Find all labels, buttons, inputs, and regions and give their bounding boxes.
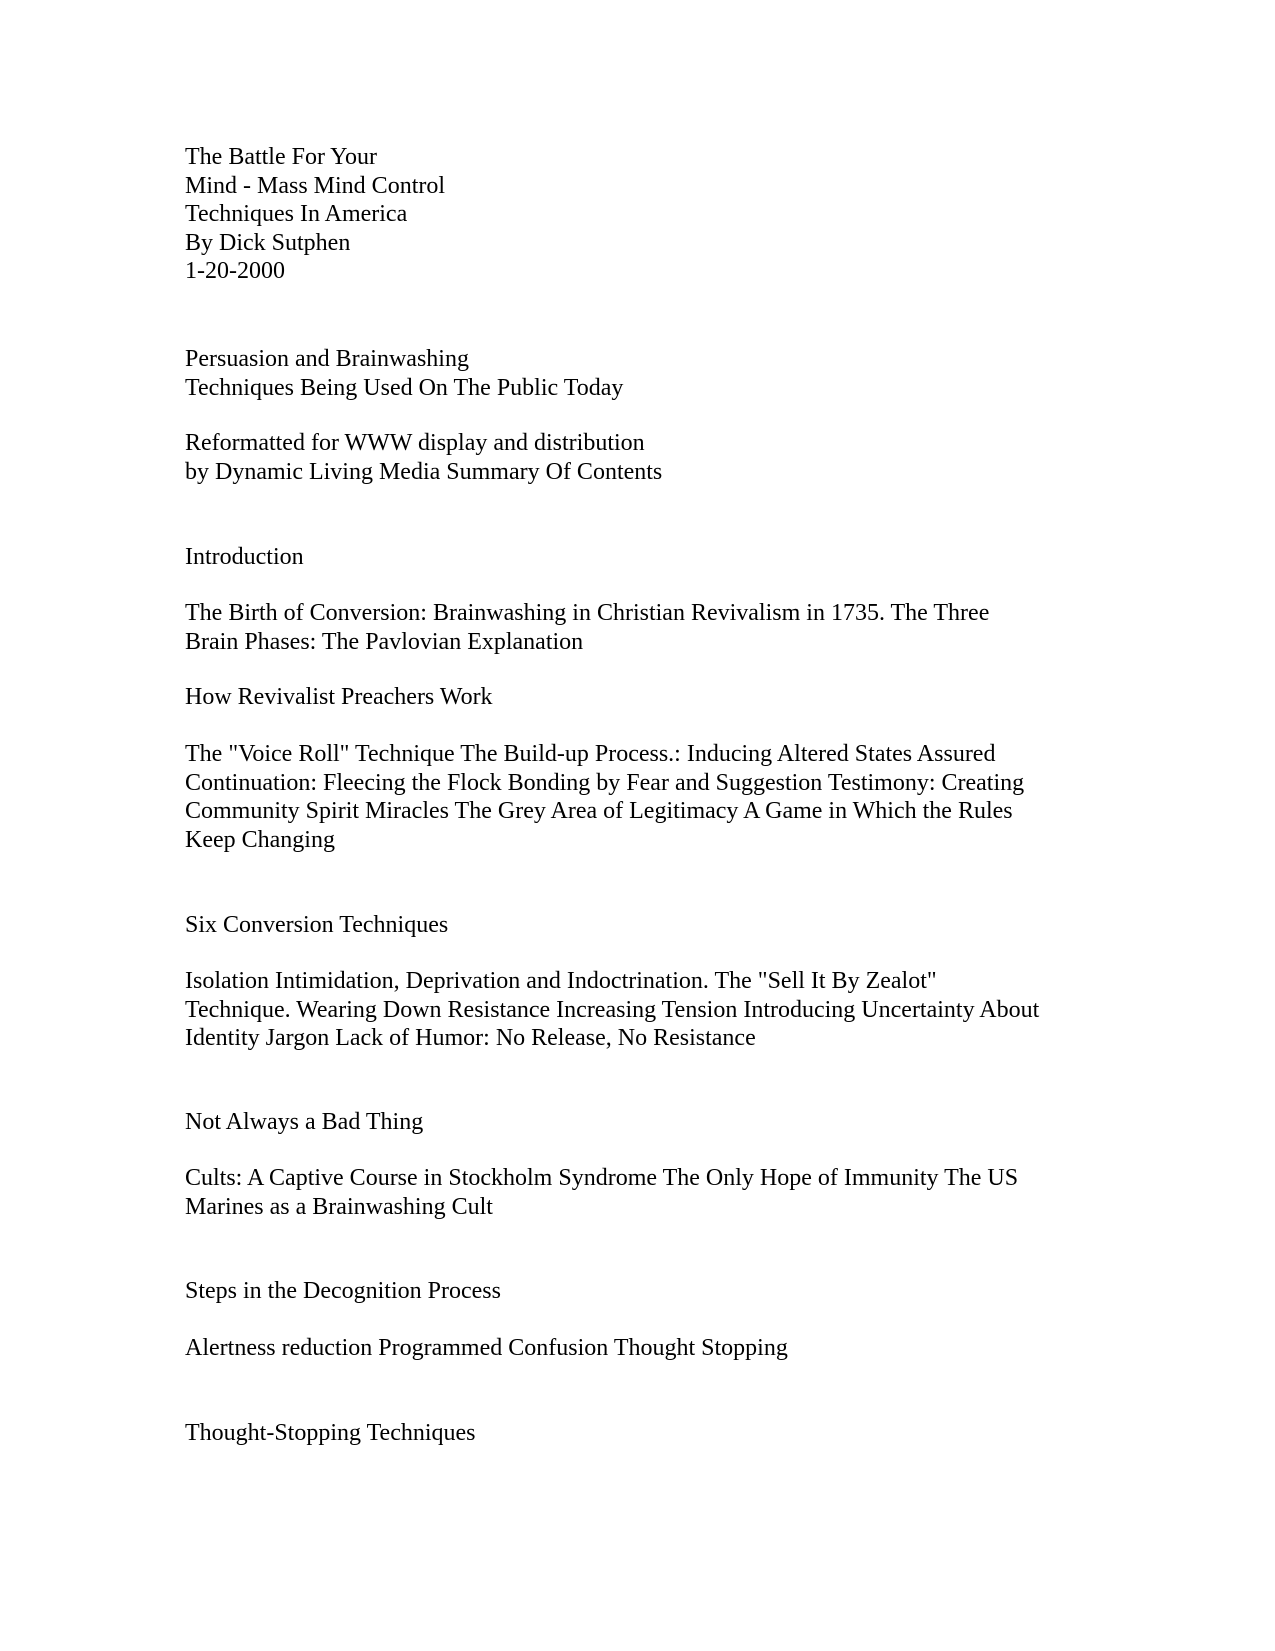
section-heading-introduction: Introduction bbox=[185, 544, 304, 570]
section-body-line: The "Voice Roll" Technique The Build-up Process.: Inducing Altered States Assured bbox=[185, 741, 996, 767]
title-line: The Battle For Your bbox=[185, 144, 377, 170]
title-line: Techniques In America bbox=[185, 201, 408, 228]
section-body bbox=[185, 740, 1085, 854]
date-line: 1-20-2000 bbox=[185, 258, 285, 285]
subtitle-block bbox=[185, 345, 1085, 402]
section-body-line: Cults: A Captive Course in Stockholm Syndrome The Only Hope of Immunity The US bbox=[185, 1165, 1019, 1191]
section-body-line: The Birth of Conversion: Brainwashing in Christian Revivalism in 1735. The Three bbox=[185, 600, 990, 626]
section-heading bbox=[185, 1419, 1085, 1448]
section-heading bbox=[185, 683, 1085, 712]
section-heading bbox=[185, 911, 1085, 940]
section-body bbox=[185, 1164, 1085, 1221]
section-body-line: Continuation: Fleecing the Flock Bonding by Fear and Suggestion Testimony: Creating bbox=[185, 769, 1025, 796]
author-line: By Dick Sutphen bbox=[185, 229, 351, 256]
section-heading-thought-stopping: Thought-Stopping Techniques bbox=[185, 1420, 476, 1446]
section-heading bbox=[185, 1277, 1085, 1306]
section-body-line: Marines as a Brainwashing Cult bbox=[185, 1193, 493, 1220]
subtitle-line: Techniques Being Used On The Public Today bbox=[185, 374, 624, 401]
subtitle-line: Persuasion and Brainwashing bbox=[185, 346, 469, 372]
section-heading-decognition-process: Steps in the Decognition Process bbox=[185, 1278, 501, 1304]
section-body bbox=[185, 967, 1085, 1053]
title-line: Mind - Mass Mind Control bbox=[185, 172, 446, 199]
section-heading-not-always-bad: Not Always a Bad Thing bbox=[185, 1109, 424, 1135]
title-block bbox=[185, 143, 1085, 286]
section-heading bbox=[185, 1108, 1085, 1137]
reformat-line: by Dynamic Living Media Summary Of Contents bbox=[185, 458, 663, 485]
reformat-note bbox=[185, 429, 1085, 486]
section-heading bbox=[185, 543, 1085, 572]
reformat-line: Reformatted for WWW display and distribution bbox=[185, 430, 645, 456]
section-body-line: Isolation Intimidation, Deprivation and Indoctrination. The "Sell It By Zealot" bbox=[185, 968, 937, 994]
section-body bbox=[185, 1334, 1085, 1363]
section-body-line: Alertness reduction Programmed Confusion Thought Stopping bbox=[185, 1335, 788, 1361]
section-body-line: Community Spirit Miracles The Grey Area of Legitimacy A Game in Which the Rules bbox=[185, 798, 1013, 825]
section-heading-revivalist-preachers: How Revivalist Preachers Work bbox=[185, 684, 493, 710]
section-body-line: Keep Changing bbox=[185, 826, 335, 853]
section-body-line: Brain Phases: The Pavlovian Explanation bbox=[185, 628, 584, 655]
section-body-line: Identity Jargon Lack of Humor: No Release, No Resistance bbox=[185, 1025, 756, 1052]
section-body bbox=[185, 599, 1085, 656]
section-heading-six-conversion-techniques: Six Conversion Techniques bbox=[185, 912, 449, 938]
section-body-line: Technique. Wearing Down Resistance Increasing Tension Introducing Uncertainty About bbox=[185, 996, 1040, 1023]
